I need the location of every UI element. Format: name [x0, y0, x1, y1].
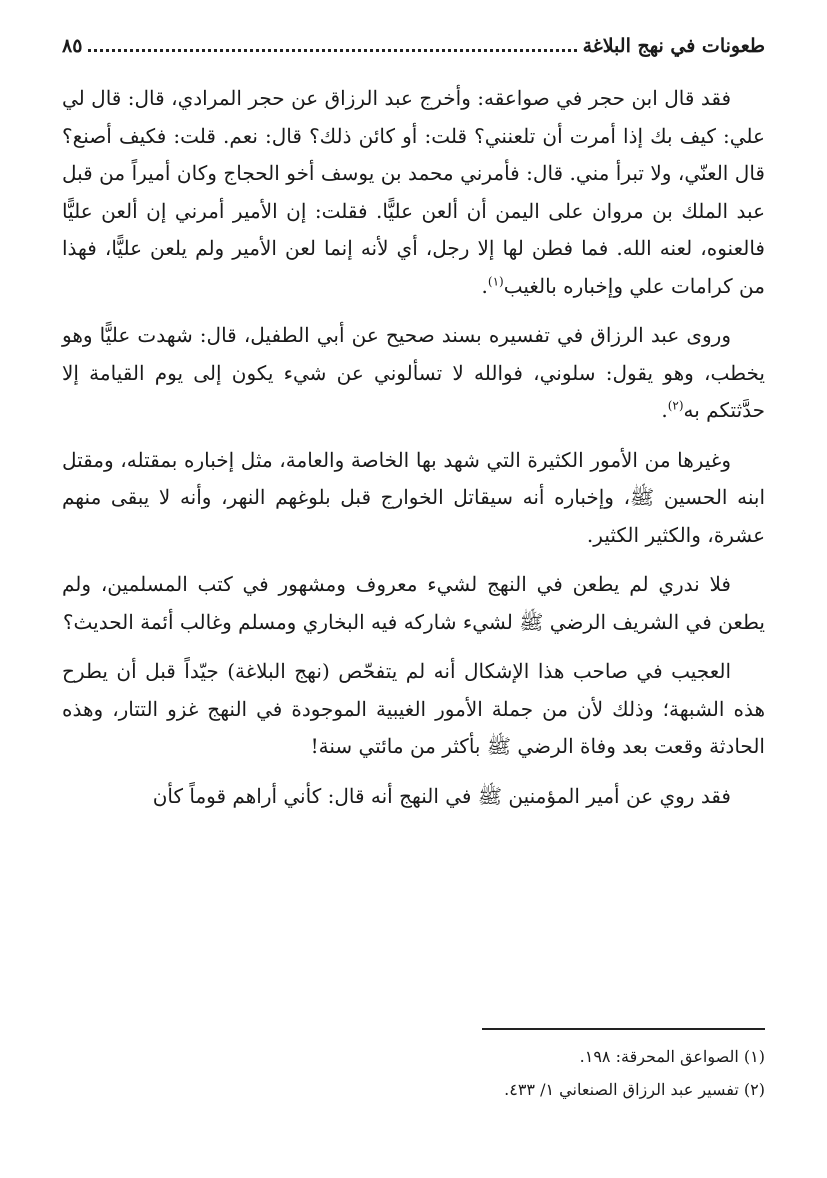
paragraph-6: فقد روي عن أمير المؤمنين ﷺ في النهج أنه قال: كأني أراهم قوماً كأن — [152, 783, 731, 808]
header-title: طعونات في نهج البلاغة — [582, 35, 765, 57]
page-number: ٨٥ — [62, 35, 83, 57]
paragraph-2 — [62, 317, 765, 430]
header-dot-leader — [88, 49, 576, 52]
paragraph-end: . — [481, 273, 488, 298]
footnote-separator — [482, 1028, 765, 1030]
paragraph-3: وغيرها من الأمور الكثيرة التي شهد بها الخاصة والعامة، مثل إخباره بمقتله، ومقتل ابنه الحسين ﷺ، وإخباره أنه سيقاتل الخوارج قبل بلوغهم النهر، وأنه لا يبقى منهم عشرة، والكثير الكثير. — [62, 447, 765, 547]
paragraph-text: فقد قال ابن حجر في صواعقه: وأخرج عبد الرزاق عن حجر المرادي، قال: قال لي علي: كيف بك إذا أمرت أن تلعنني؟ قلت: أو كائن ذلك؟ قال: نعم. قلت: فكيف أصنع؟ قال العنّي، ولا تبرأ مني. قال: فأمرني محمد بن يوسف أخو الحجاج وكان أميراً من قبل عبد الملك بن مروان على اليمن أن ألعن عليًّا. فقلت: إن الأمير أمرني إن ألعن عليًّا فالعنوه، لعنه الله. فما فطن لها إلا رجل، أي لأنه إنما لعن الأمير ولم يلعن عليًّا، فهذا من كرامات علي وإخباره بالغيب — [62, 86, 765, 298]
footnote-1: (١) الصواعق المحرقة: ١٩٨. — [579, 1047, 765, 1066]
footnote-ref-2[interactable]: (٢) — [667, 398, 684, 413]
footnotes — [62, 1040, 765, 1106]
footnote-2: (٢) تفسير عبد الرزاق الصنعاني ١/ ٤٣٣. — [504, 1080, 765, 1099]
paragraph-text: وروى عبد الرزاق في تفسيره بسند صحيح عن أبي الطفيل، قال: شهدت عليًّا وهو يخطب، وهو يقول: سلوني، فوالله لا تسألوني عن شيء يكون إلى يوم القيامة إلا حدَّثتكم به — [62, 323, 765, 422]
running-header — [62, 30, 765, 62]
footnote-ref-1[interactable]: (١) — [487, 273, 504, 288]
main-text — [62, 80, 765, 827]
paragraph-end: . — [661, 398, 668, 422]
paragraph-4: فلا ندري لم يطعن في النهج لشيء معروف ومشهور في كتب المسلمين، ولم يطعن في الشريف الرضي ﷺ لشيء شاركه فيه البخاري ومسلم وغالب أئمة الحديث؟ — [62, 572, 765, 634]
paragraph-1 — [62, 80, 765, 305]
paragraph-5: العجيب في صاحب هذا الإشكال أنه لم يتفحّص (نهج البلاغة) جيّداً قبل أن يطرح هذه الشبهة؛ وذلك لأن من جملة الأمور الغيبية الموجودة في النهج غزو التتار، وهذه الحادثة وقعت بعد وفاة الرضي ﷺ بأكثر من مائتي سنة! — [62, 659, 765, 758]
